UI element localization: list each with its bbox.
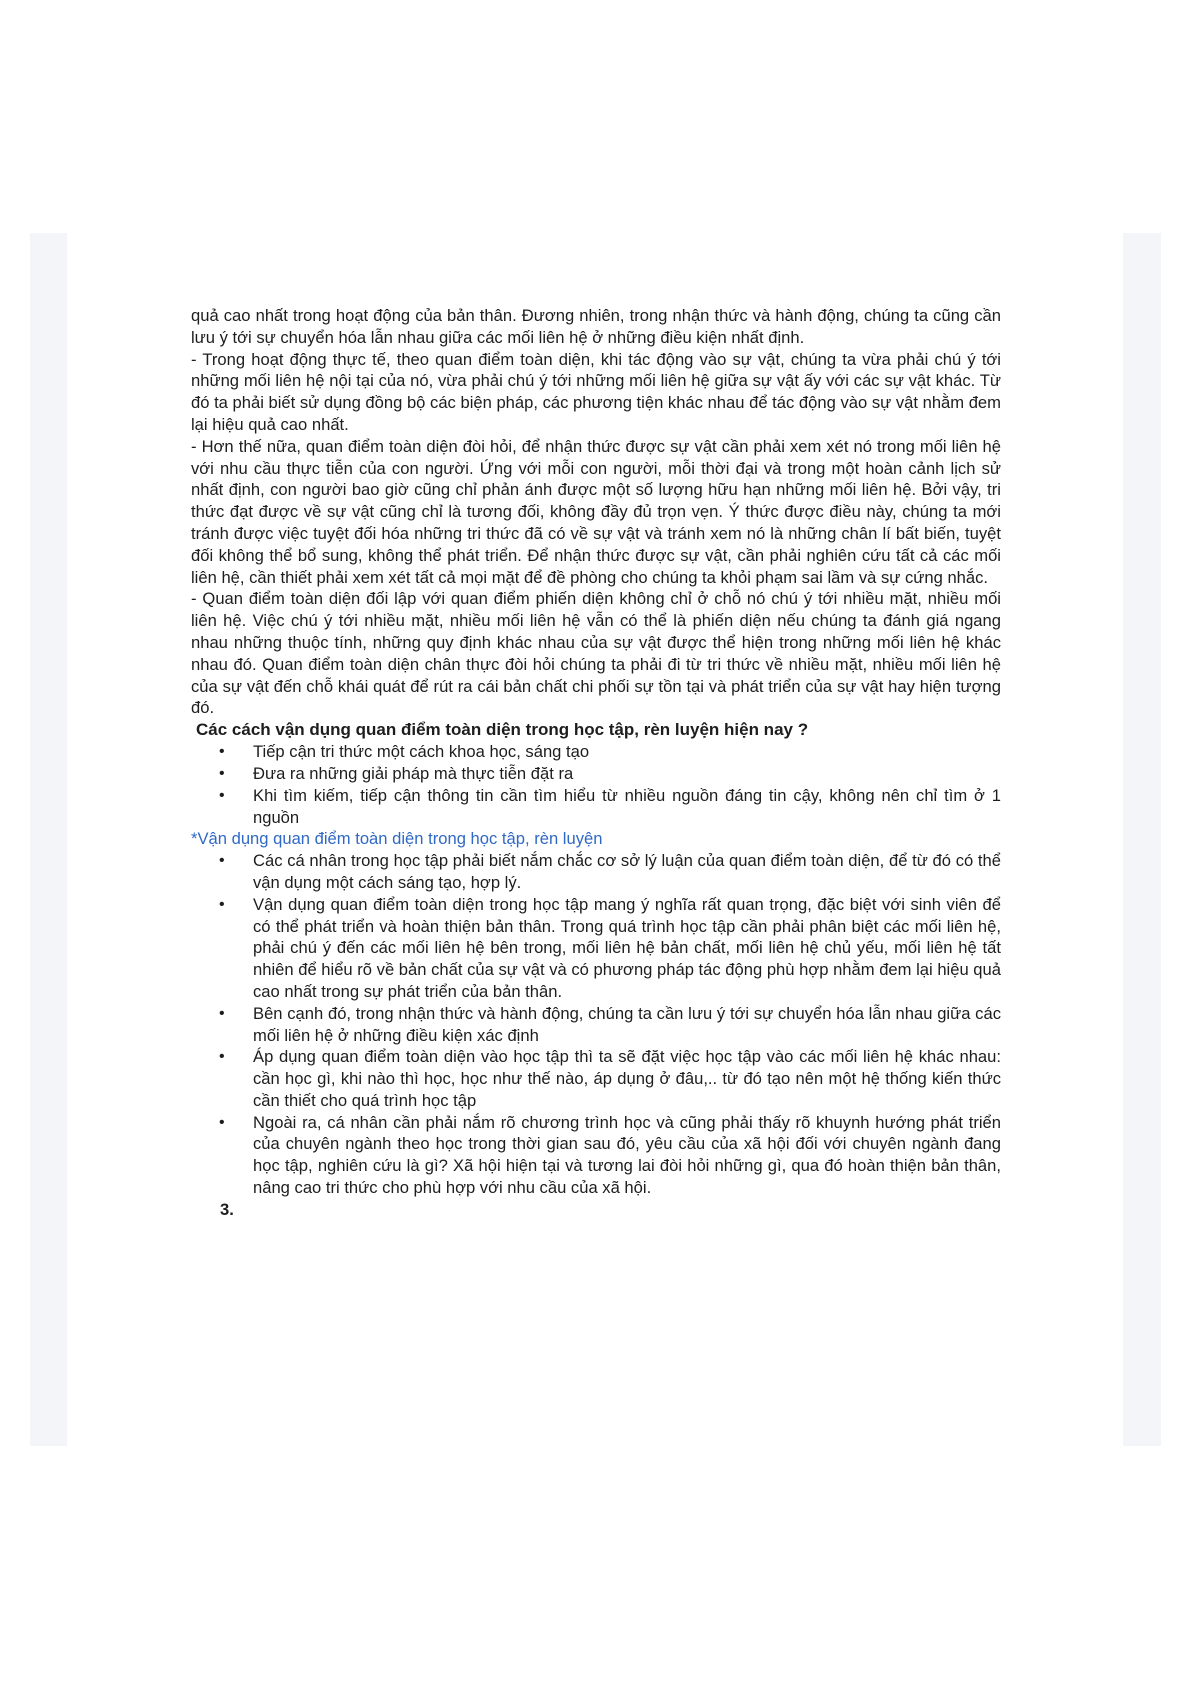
document-body (191, 305, 1001, 1221)
subheading: *Vận dụng quan điểm toàn diện trong học tập, rèn luyện (191, 829, 603, 849)
bullet-item: • Áp dụng quan điểm toàn diện vào học tập thì ta sẽ đặt việc học tập vào các mối liên hệ khác nhau: cần học gì, khi nào thì học, học như thế nào, áp dụng ở đâu,.. từ đó tạo nên một hệ thống kiến thức cần thiết cho quá trình học tập (191, 1046, 1001, 1111)
paragraph-one-sided-contrast: - Quan điểm toàn diện đối lập với quan điểm phiến diện không chỉ ở chỗ nó chú ý tới nhiều mặt, nhiều mối liên hệ. Việc chú ý tới nhiều mặt, nhiều mối liên hệ vẫn có thể là phiến diện nếu chúng ta đánh giá ngang nhau những thuộc tính, những quy định khác nhau của sự vật được thể hiện trong những mối liên hệ khác nhau đó. Quan điểm toàn diện chân thực đòi hỏi chúng ta phải đi từ tri thức về nhiều mặt, nhiều mối liên hệ của sự vật đến chỗ khái quát để rút ra cái bản chất chi phối sự tồn tại và phát triển của sự vật hay hiện tượng đó. (191, 589, 1001, 718)
paragraph-practical-needs: - Hơn thế nữa, quan điểm toàn diện đòi hỏi, để nhận thức được sự vật cần phải xem xét nó trong mối liên hệ với nhu cầu thực tiễn của con người. Ứng với mỗi con người, mỗi thời đại và trong một hoàn cảnh lịch sử nhất định, con người bao giờ cũng chỉ phản ánh được một số lượng hữu hạn những mối liên hệ. Bởi vậy, tri thức đạt được về sự vật cũng chỉ là tương đối, không đầy đủ trọn vẹn. Ý thức được điều này, chúng ta mới tránh được việc tuyệt đối hóa những tri thức đã có về sự vật và tránh xem nó là những chân lí bất biến, tuyệt đối không thể bổ sung, không thể phát triển. Để nhận thức được sự vật, cần phải nghiên cứu tất cả các mối liên hệ, cần thiết phải xem xét tất cả mọi mặt để đề phòng cho chúng ta khỏi phạm sai lầm và sự cứng nhắc. (191, 436, 1001, 587)
page-number: 3. (220, 1199, 234, 1219)
bullet-item: • Ngoài ra, cá nhân cần phải nắm rõ chương trình học và cũng phải thấy rõ khuynh hướng phát triển của chuyên ngành theo học trong thời gian sau đó, yêu cầu của xã hội đối với chuyên ngành đang học tập, nghiên cứu là gì? Xã hội hiện tại và tương lai đòi hỏi những gì, qua đó hoàn thiện bản thân, nâng cao tri thức cho phù hợp với nhu cầu của xã hội. (191, 1112, 1001, 1199)
paragraph-continuation: quả cao nhất trong hoạt động của bản thân. Đương nhiên, trong nhận thức và hành động, chúng ta cũng cần lưu ý tới sự chuyển hóa lẫn nhau giữa các mối liên hệ ở những điều kiện nhất định. (191, 306, 1001, 347)
bullet-item: • Khi tìm kiếm, tiếp cận thông tin cần tìm hiểu từ nhiều nguồn đáng tin cậy, không nên chỉ tìm ở 1 nguồn (191, 785, 1001, 829)
bullet-item: • Vận dụng quan điểm toàn diện trong học tập mang ý nghĩa rất quan trọng, đặc biệt với sinh viên để có thể phát triển và hoàn thiện bản thân. Trong quá trình học tập cần phải phân biệt các mối liên hệ, phải chú ý đến các mối liên hệ bên trong, mối liên hệ bản chất, mối liên hệ chủ yếu, mối liên hệ tất nhiên để hiểu rõ về bản chất của sự vật và có phương pháp tác động phù hợp nhằm đem lại hiệu quả cao nhất trong sự phát triển của bản thân. (191, 894, 1001, 1003)
bullet-list-application (191, 850, 1001, 1199)
bullet-item: • Các cá nhân trong học tập phải biết nắm chắc cơ sở lý luận của quan điểm toàn diện, để từ đó có thể vận dụng một cách sáng tạo, hợp lý. (191, 850, 1001, 894)
bullet-item: • Đưa ra những giải pháp mà thực tiễn đặt ra (191, 763, 1001, 785)
section-heading: Các cách vận dụng quan điểm toàn diện trong học tập, rèn luyện hiện nay ? (196, 720, 809, 740)
bullet-item: • Tiếp cận tri thức một cách khoa học, sáng tạo (191, 741, 1001, 763)
bullet-item: • Bên cạnh đó, trong nhận thức và hành động, chúng ta cần lưu ý tới sự chuyển hóa lẫn nhau giữa các mối liên hệ ở những điều kiện xác định (191, 1003, 1001, 1047)
bullet-list-methods (191, 741, 1001, 828)
paragraph-practical-activity: - Trong hoạt động thực tế, theo quan điểm toàn diện, khi tác động vào sự vật, chúng ta vừa phải chú ý tới những mối liên hệ nội tại của nó, vừa phải chú ý tới những mối liên hệ giữa sự vật ấy với các sự vật khác. Từ đó ta phải biết sử dụng đồng bộ các biện pháp, các phương tiện khác nhau để tác động vào sự vật nhằm đem lại hiệu quả cao nhất. (191, 349, 1001, 434)
